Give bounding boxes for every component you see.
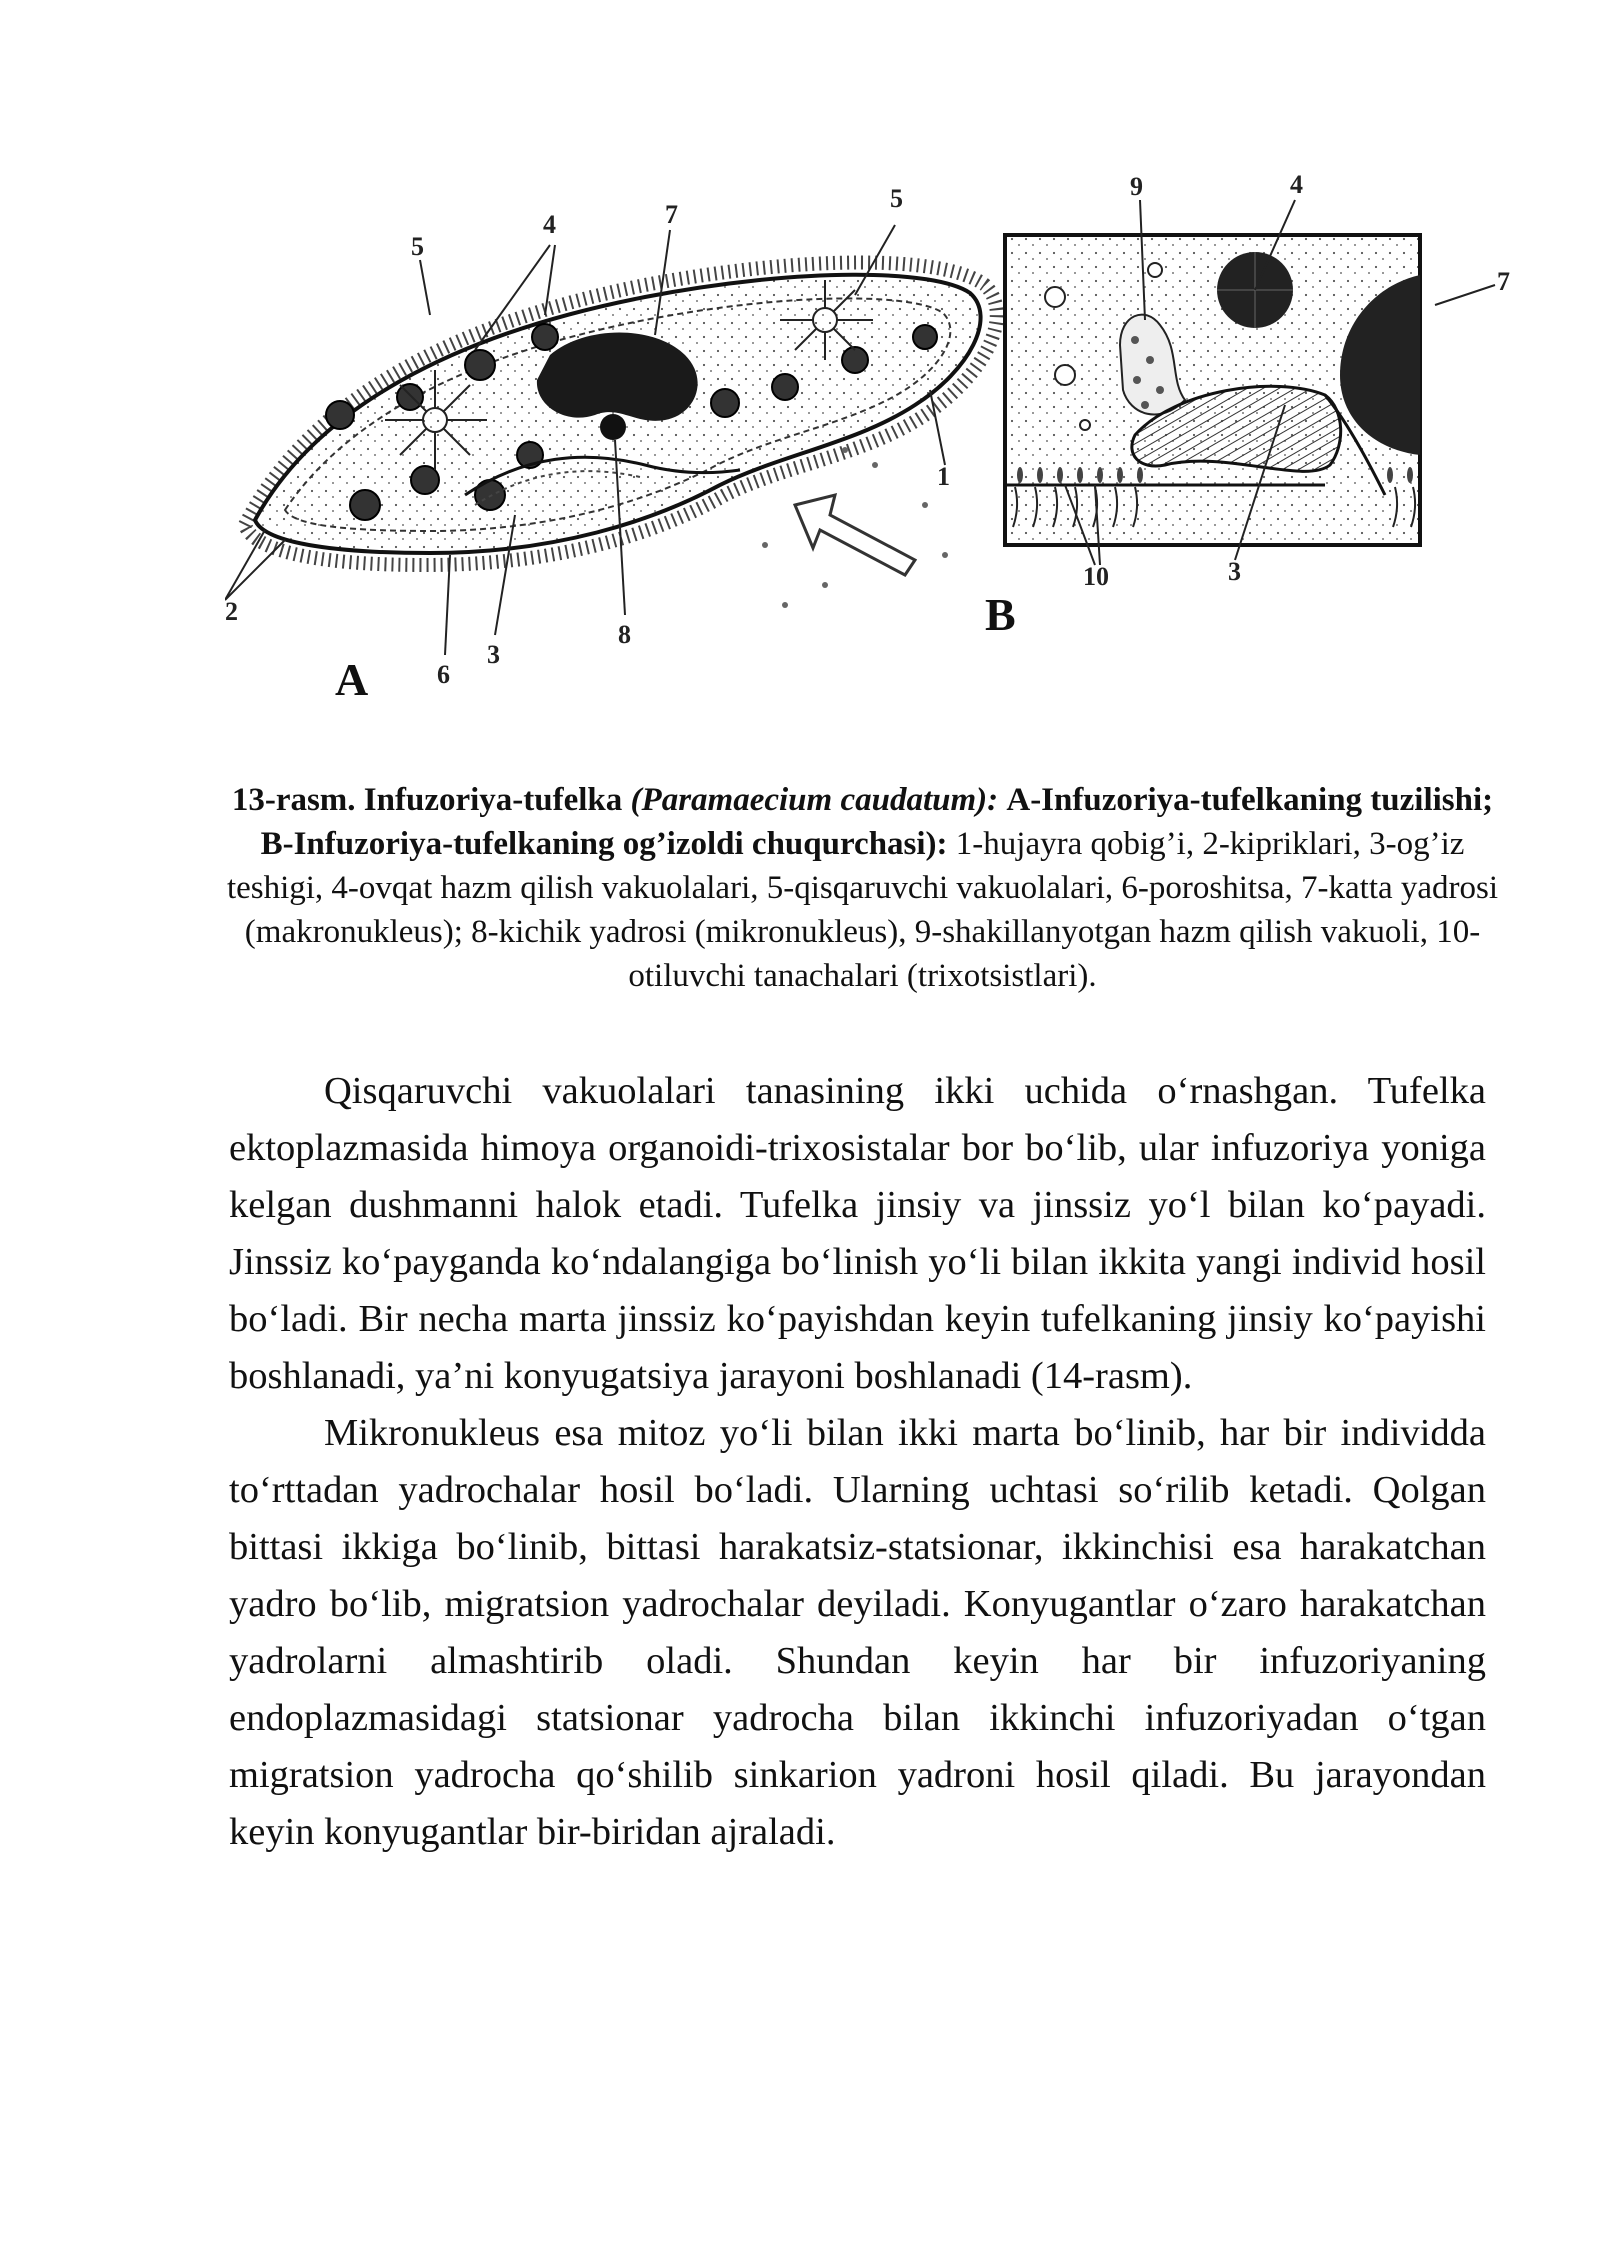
paragraph-1: Qisqaruvchi vakuolalari tanasining ikki uchida o‘rnashgan. Tufelka ektoplazmasida himoya organoidi-trixosistalar bor bo‘lib, ular infuzoriya yoniga kelgan dushmanni halok etadi. Tufelka jinsiy va jinssiz yo‘l bilan ko‘payadi. Jinssiz ko‘payganda ko‘ndalangiga bo‘linish yo‘li bilan ikkita yangi individ hosil bo‘ladi. Bir necha marta jinssiz ko‘payishdan keyin tufelkaning jinsiy ko‘payishi boshlanadi, ya’ni konyugatsiya jarayoni boshlanadi (14-rasm). xyxy=(229,1070,1486,1397)
caption-legend: 1-hujayra qobig’i, 2-kipriklari, 3-og’iz teshigi, 4-ovqat hazm qilish vakuolalari, 5-qisqaruvchi vakuolalari, 6-poroshitsa, 7-katta yadrosi (makronukleus); 8-kichik yadrosi (mikronukleus), 9-shakillanyotgan hazm qilish vakuoli, 10-otiluvchi tanachalari (trixotsistlari). xyxy=(226,826,1499,994)
label-a-3: 3 xyxy=(487,640,500,669)
label-a-8: 8 xyxy=(618,620,631,649)
label-a-5b: 5 xyxy=(890,184,903,213)
label-a-5: 5 xyxy=(411,232,424,261)
panel-a-cell xyxy=(225,184,997,705)
caption-latin: (Paramaecium caudatum): xyxy=(630,782,999,818)
body-text xyxy=(229,1063,1486,1861)
label-a-7: 7 xyxy=(665,200,678,229)
panel-b-detail xyxy=(985,170,1510,640)
caption-title: Infuzoriya-tufelka xyxy=(363,782,623,818)
caption-subtitle: A-Infuzoriya-tufelkaning tuzilishi; B-Infuzoriya-tufelkaning og’izoldi chuqurchasi): xyxy=(260,782,1494,862)
label-b-9: 9 xyxy=(1130,172,1143,201)
label-b-3: 3 xyxy=(1228,557,1241,586)
caption-number: 13-rasm. xyxy=(231,782,356,818)
label-a-1: 1 xyxy=(937,462,950,491)
label-b-7: 7 xyxy=(1497,267,1510,296)
label-a-2: 2 xyxy=(225,597,238,626)
label-b-4: 4 xyxy=(1290,170,1303,199)
panel-a-letter: A xyxy=(335,654,369,705)
figure-caption xyxy=(225,778,1500,998)
label-a-4: 4 xyxy=(543,210,556,239)
paramecium-figure xyxy=(225,165,1525,725)
paragraph-2: Mikronukleus esa mitoz yo‘li bilan ikki marta bo‘linib, har bir individda to‘rttadan yadrochalar hosil bo‘ladi. Ularning uchtasi so‘rilib ketadi. Qolgan bittasi ikkiga bo‘linib, bittasi harakatsiz-statsionar, ikkinchisi esa harakatchan yadro bo‘lib, migratsion yadrochalar deyiladi. Konyugantlar o‘zaro harakatchan yadrolarni almashtirib oladi. Shundan keyin har bir infuzoriyaning endoplazmasidagi statsionar yadrocha bilan ikkinchi infuzoriyadan o‘tgan migratsion yadrocha qo‘shilib sinkarion yadroni hosil qiladi. Bu jarayondan keyin konyugantlar bir-biridan ajraladi. xyxy=(229,1412,1486,1853)
label-b-10: 10 xyxy=(1083,562,1109,591)
panel-b-letter: B xyxy=(985,589,1016,640)
label-a-6: 6 xyxy=(437,660,450,689)
